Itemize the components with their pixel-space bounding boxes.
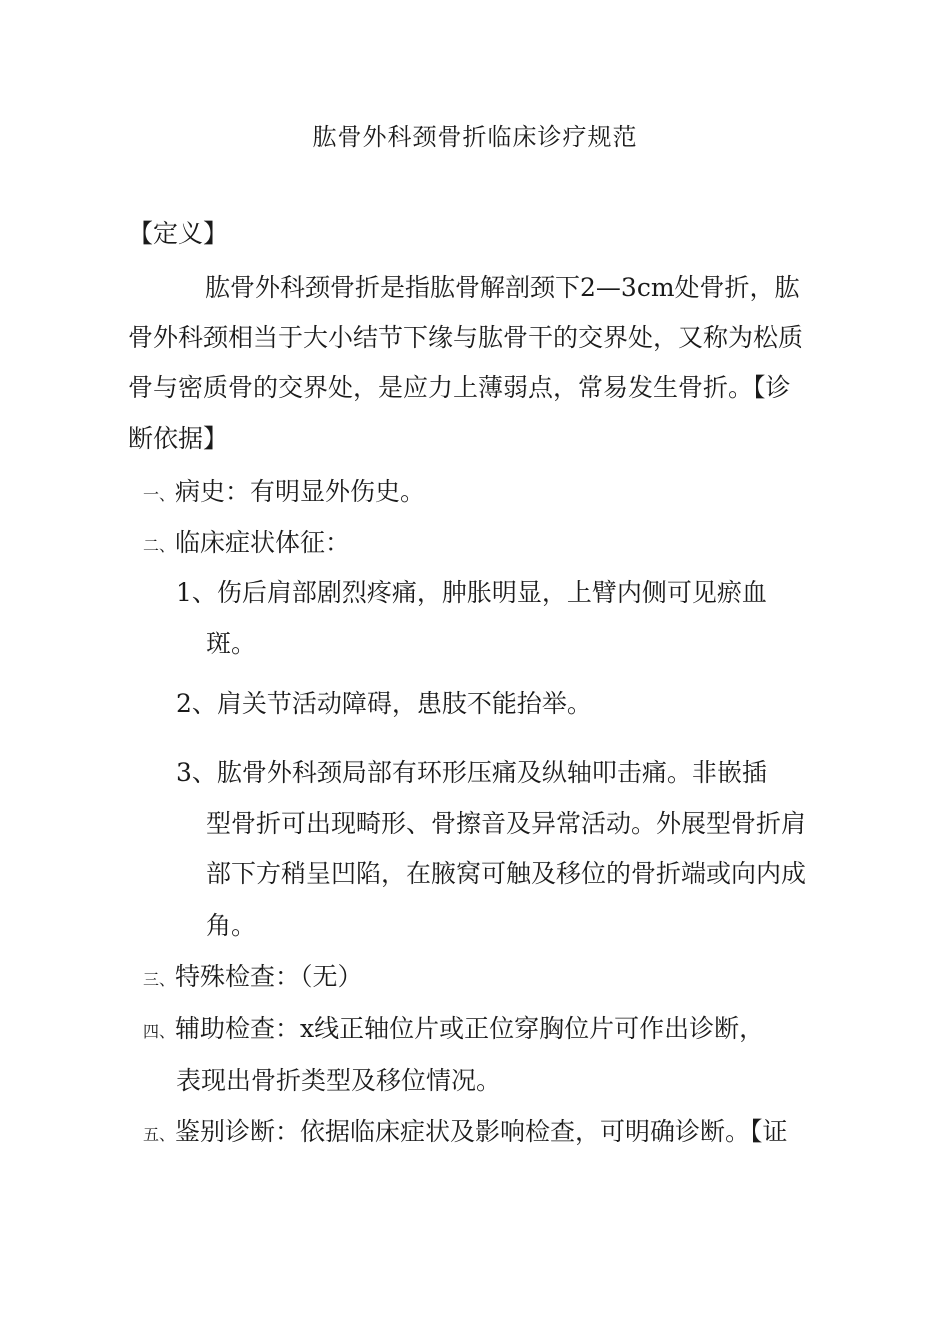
item-number: 二、 bbox=[143, 536, 176, 555]
item-number: 四、 bbox=[143, 1022, 176, 1041]
sub-item-2-line-1: 2、肩关节活动障碍，患肢不能抬举。 bbox=[176, 689, 592, 718]
sub-item-1-line-1: 1、伤后肩部剧烈疼痛，肿胀明显，上臂内侧可见瘀血 bbox=[176, 578, 767, 607]
item-number: 三、 bbox=[143, 970, 176, 989]
section-heading-definition: 【定义】 bbox=[128, 219, 229, 248]
item-number: 一、 bbox=[143, 485, 176, 504]
item-auxiliary-exam bbox=[143, 1016, 764, 1041]
item-text: 临床症状体征： bbox=[175, 528, 351, 557]
definition-line-3: 骨与密质骨的交界处，是应力上薄弱点，常易发生骨折。【诊 bbox=[128, 373, 791, 402]
item-number: 五、 bbox=[143, 1125, 176, 1144]
sub-item-3-line-1: 3、肱骨外科颈局部有环形压痛及纵轴叩击痛。非嵌插 bbox=[176, 758, 767, 787]
document-title: 肱骨外科颈骨折临床诊疗规范 bbox=[312, 123, 638, 151]
item-text: 鉴别诊断：依据临床症状及影响检查，可明确诊断。【证 bbox=[175, 1117, 788, 1146]
item-text: 病史：有明显外伤史。 bbox=[175, 477, 426, 506]
definition-line-2: 骨外科颈相当于大小结节下缘与肱骨干的交界处，又称为松质 bbox=[128, 323, 804, 352]
sub-item-1-line-2: 斑。 bbox=[206, 629, 257, 658]
sub-item-3-line-2: 型骨折可出现畸形、骨擦音及异常活动。外展型骨折肩 bbox=[206, 809, 807, 838]
item-differential-diagnosis bbox=[143, 1119, 788, 1144]
item-symptoms bbox=[143, 530, 350, 555]
item-text: 辅助检查：x线正轴位片或正位穿胸位片可作出诊断， bbox=[175, 1014, 765, 1043]
sub-item-3-line-4: 角。 bbox=[206, 911, 257, 940]
item-history bbox=[143, 479, 425, 504]
sub-item-3-line-3: 部下方稍呈凹陷，在腋窝可触及移位的骨折端或向内成 bbox=[206, 859, 807, 888]
definition-line-1: 肱骨外科颈骨折是指肱骨解剖颈下2—3cm处骨折，肱 bbox=[205, 273, 800, 302]
item-special-exam bbox=[143, 964, 363, 989]
item-auxiliary-exam-cont: 表现出骨折类型及移位情况。 bbox=[176, 1066, 502, 1095]
item-text: 特殊检查：（无） bbox=[175, 962, 363, 991]
definition-line-4: 断依据】 bbox=[128, 424, 229, 453]
